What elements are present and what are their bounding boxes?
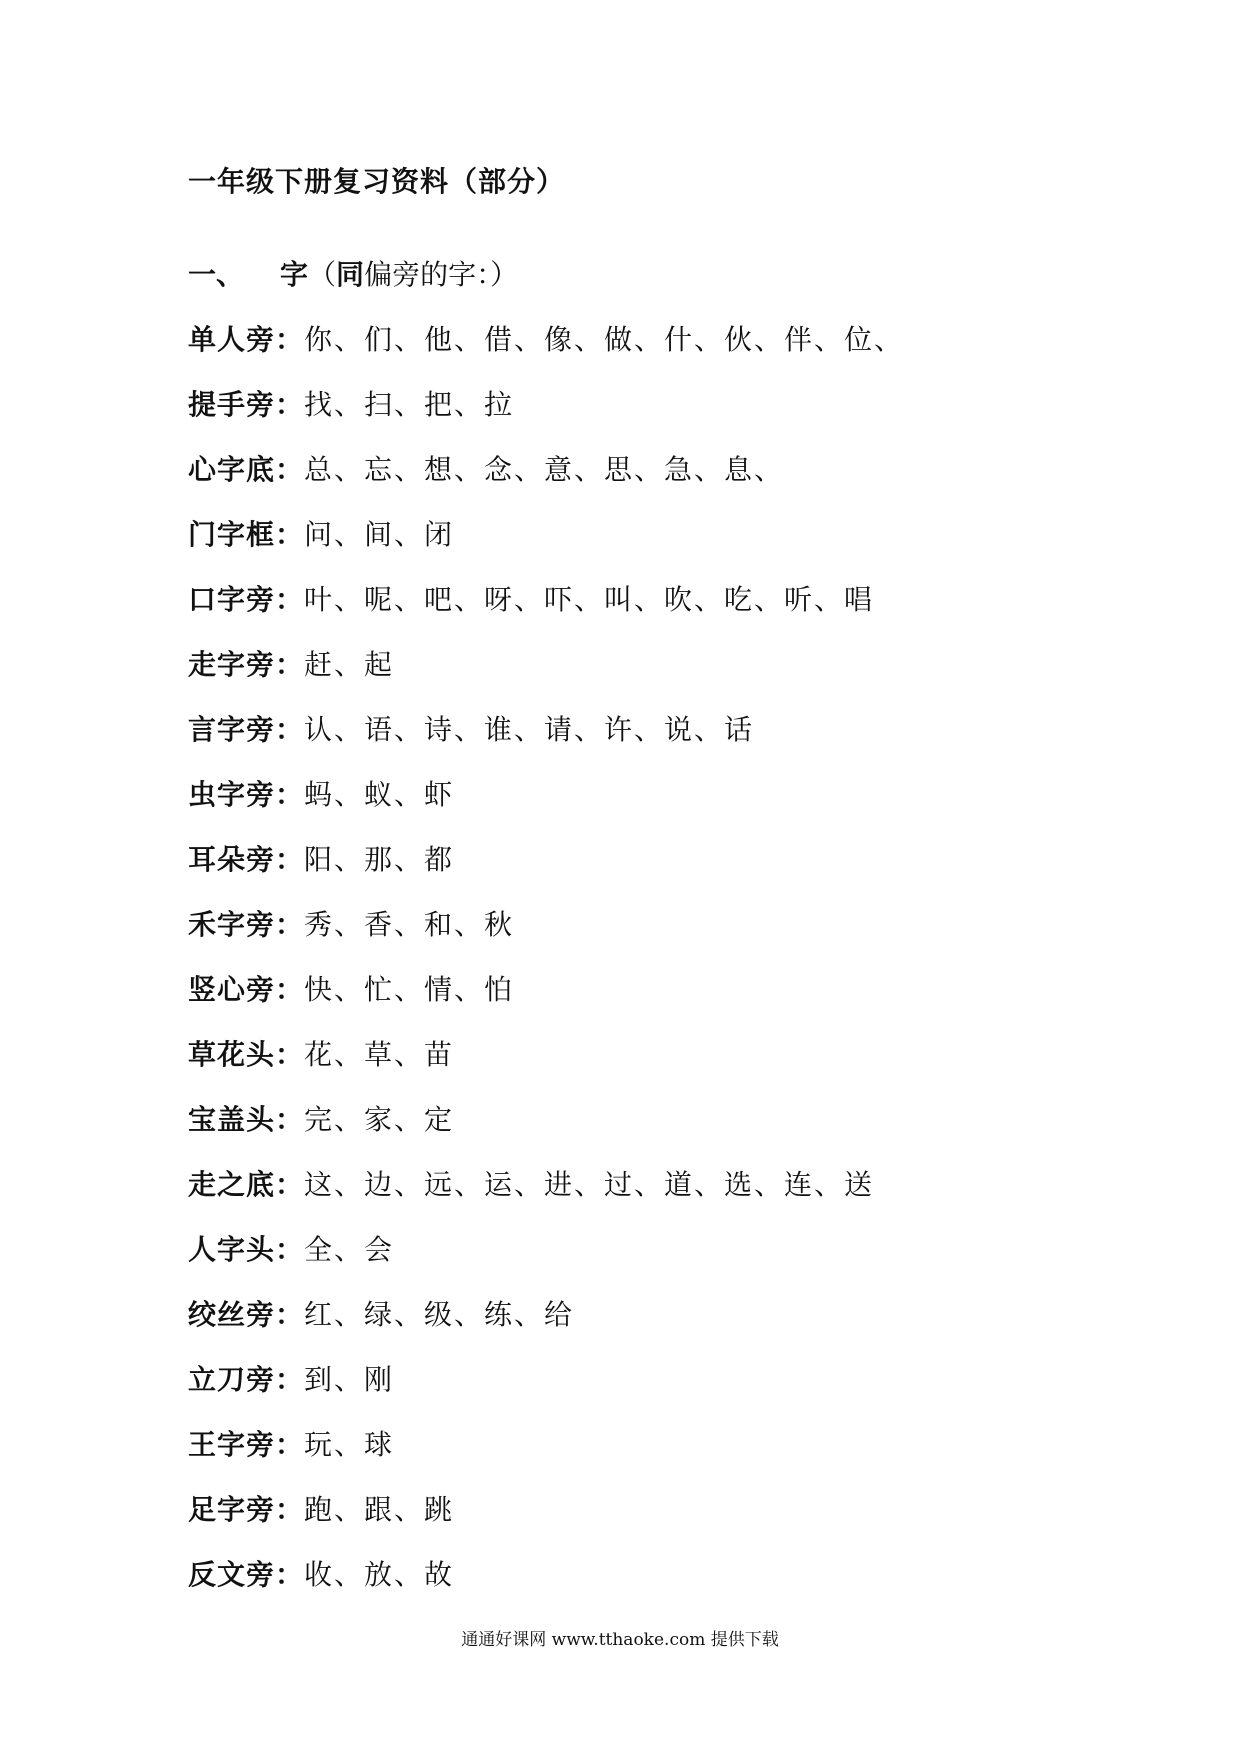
radical-label: 竖心旁： xyxy=(188,973,305,1006)
list-item xyxy=(188,1360,904,1425)
radical-chars: 你、们、他、借、像、做、什、伙、伴、位、 xyxy=(304,323,905,356)
radical-chars: 这、边、远、运、进、过、道、选、连、送 xyxy=(304,1168,875,1201)
radical-chars: 找、扫、把、拉 xyxy=(304,388,515,421)
list-item xyxy=(188,320,904,385)
radical-chars: 玩、球 xyxy=(304,1428,395,1461)
radical-chars: 红、绿、级、练、给 xyxy=(304,1298,575,1331)
list-item xyxy=(188,710,904,775)
page-footer: 通通好课网 www.tthaoke.com 提供下载 xyxy=(461,1630,779,1650)
section-word: 字 xyxy=(280,258,309,291)
list-item xyxy=(188,970,904,1035)
radical-label: 耳朵旁： xyxy=(188,843,305,876)
list-item xyxy=(188,1230,904,1295)
list-item xyxy=(188,450,904,515)
radical-label: 足字旁： xyxy=(188,1493,305,1526)
radical-chars: 到、刚 xyxy=(304,1363,395,1396)
section-rest: 偏旁的字：） xyxy=(364,258,519,291)
radical-label: 口字旁： xyxy=(188,583,305,616)
radical-label: 门字框： xyxy=(188,518,305,551)
section-heading xyxy=(188,255,518,295)
radical-chars: 快、忙、情、怕 xyxy=(304,973,515,1006)
radical-label: 单人旁： xyxy=(188,323,305,356)
list-item xyxy=(188,1035,904,1100)
section-number: 一、 xyxy=(188,258,245,291)
radical-label: 反文旁： xyxy=(188,1558,305,1591)
list-item xyxy=(188,775,904,840)
radical-label: 心字底： xyxy=(188,453,305,486)
radical-chars: 跑、跟、跳 xyxy=(304,1493,455,1526)
radical-label: 立刀旁： xyxy=(188,1363,305,1396)
radical-label: 言字旁： xyxy=(188,713,305,746)
list-item xyxy=(188,1295,904,1360)
radical-label: 走之底： xyxy=(188,1168,305,1201)
list-item xyxy=(188,905,904,970)
radical-chars: 秀、香、和、秋 xyxy=(304,908,515,941)
radical-label: 王字旁： xyxy=(188,1428,305,1461)
radical-list xyxy=(188,320,904,1620)
radical-chars: 完、家、定 xyxy=(304,1103,455,1136)
list-item xyxy=(188,1165,904,1230)
radical-chars: 阳、那、都 xyxy=(304,843,455,876)
page-title: 一年级下册复习资料（部分） xyxy=(188,165,566,198)
radical-chars: 总、忘、想、念、意、思、急、息、 xyxy=(304,453,785,486)
list-item xyxy=(188,515,904,580)
list-item xyxy=(188,1555,904,1620)
list-item xyxy=(188,645,904,710)
radical-chars: 叶、呢、吧、呀、吓、叫、吹、吃、听、唱 xyxy=(304,583,875,616)
radical-chars: 蚂、蚁、虾 xyxy=(304,778,455,811)
list-item xyxy=(188,580,904,645)
section-bold-part: 同 xyxy=(336,258,365,291)
radical-label: 禾字旁： xyxy=(188,908,305,941)
radical-chars: 认、语、诗、谁、请、许、说、话 xyxy=(304,713,755,746)
list-item xyxy=(188,1100,904,1165)
list-item xyxy=(188,840,904,905)
list-item xyxy=(188,385,904,450)
radical-label: 草花头： xyxy=(188,1038,305,1071)
radical-label: 宝盖头： xyxy=(188,1103,305,1136)
radical-chars: 全、会 xyxy=(304,1233,395,1266)
radical-chars: 问、间、闭 xyxy=(304,518,455,551)
radical-label: 人字头： xyxy=(188,1233,305,1266)
list-item xyxy=(188,1425,904,1490)
radical-label: 走字旁： xyxy=(188,648,305,681)
radical-label: 提手旁： xyxy=(188,388,305,421)
radical-label: 绞丝旁： xyxy=(188,1298,305,1331)
radical-chars: 收、放、故 xyxy=(304,1558,455,1591)
radical-chars: 花、草、苗 xyxy=(304,1038,455,1071)
section-paren-open: （ xyxy=(308,258,337,291)
radical-label: 虫字旁： xyxy=(188,778,305,811)
list-item xyxy=(188,1490,904,1555)
radical-chars: 赶、起 xyxy=(304,648,395,681)
